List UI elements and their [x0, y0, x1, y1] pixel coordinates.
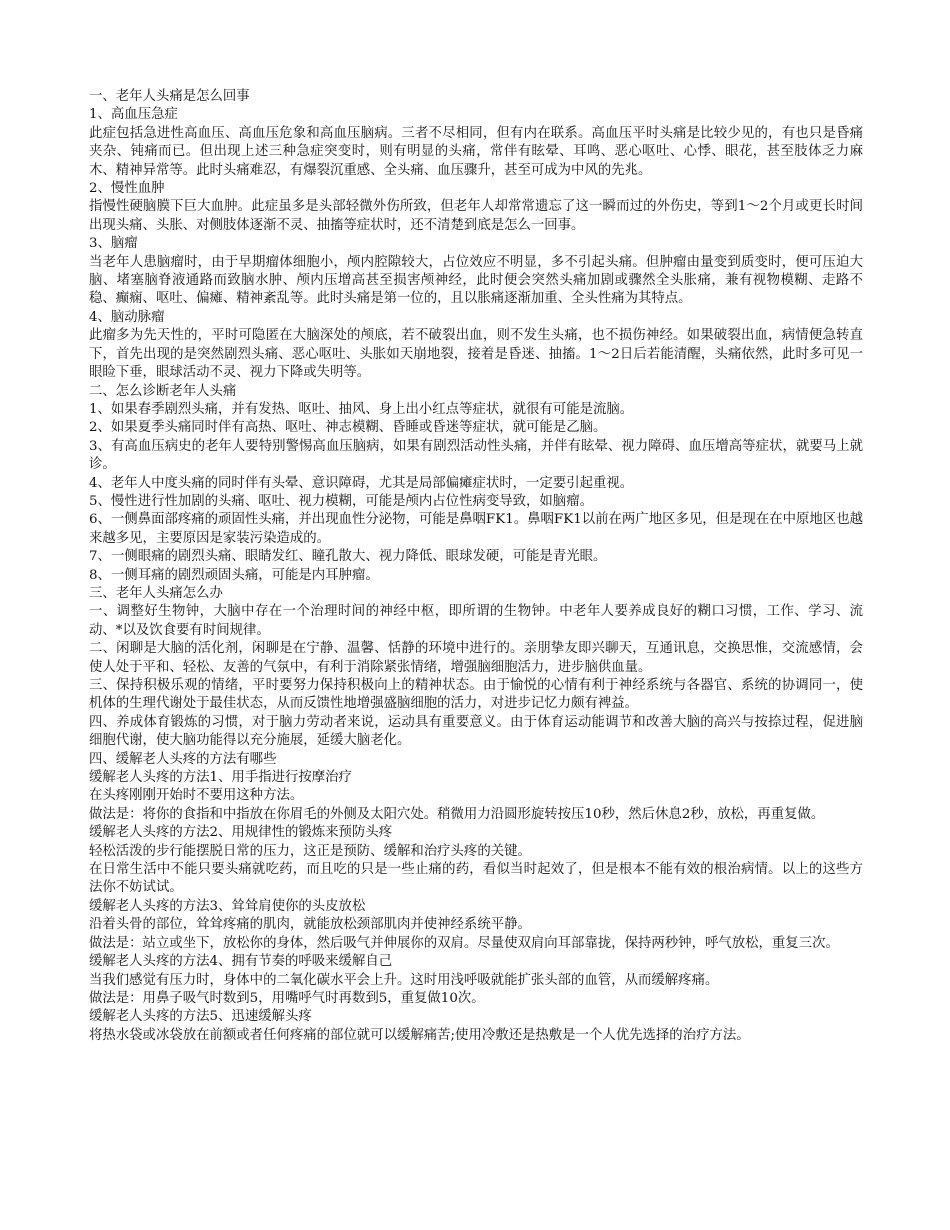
- document-paragraph: 轻松活泼的步行能摆脱日常的压力，这正是预防、缓解和治疗头疼的关键。: [89, 843, 531, 859]
- document-paragraph: 将热水袋或冰袋放在前额或者任何疼痛的部位就可以缓解痛苦;使用冷敷还是热敷是一个人优先选择的治疗方法。: [89, 1027, 750, 1043]
- document-paragraph: 在日常生活中不能只要头痛就吃药，而且吃的只是一些止痛的药，看似当时起效了，但是根本不能有效的根治病情。以上的这些方法你不妨试试。: [89, 862, 863, 896]
- document-paragraph: 二、闲聊是大脑的活化剂，闲聊是在宁静、温馨、恬静的环境中进行的。亲朋挚友即兴聊天，互通讯息，交换思惟，交流感情，会使人处于平和、轻松、友善的气氛中，有利于消除紧张情绪，增强脑细胞活力，进步脑供血量。: [89, 641, 863, 675]
- document-paragraph: 缓解老人头疼的方法3、耸耸肩使你的头皮放松: [89, 898, 366, 914]
- document-paragraph: 缓解老人头疼的方法5、迅速缓解头疼: [89, 1009, 312, 1025]
- document-paragraph: 四、缓解老人头疼的方法有哪些: [89, 751, 277, 767]
- document-paragraph: 在头疼刚刚开始时不要用这种方法。: [89, 788, 304, 804]
- document-paragraph: 当老年人患脑瘤时，由于早期瘤体细胞小，颅内腔隙较大，占位效应不明显，多不引起头痛。但肿瘤由量变到质变时，便可压迫大脑、堵塞脑脊液通路而致脑水肿、颅内压增高甚至损害颅神经，此时便会突然头痛加剧或骤然全头胀痛，兼有视物模糊、走路不稳、癫痫、呕吐、偏瘫、精神紊乱等。此时头痛是第一位的，且以胀痛逐渐加重、全头性痛为其特点。: [89, 254, 863, 307]
- document-paragraph: 三、保持积极乐观的情绪，平时要努力保持积极向上的精神状态。由于愉悦的心情有利于神经系统与各器官、系统的协调同一，使机体的生理代谢处于最佳状态，从而反馈性地增强盛脑细胞的活力，对进步记忆力颇有裨益。: [89, 678, 863, 712]
- document-paragraph: 沿着头骨的部位，耸耸疼痛的肌肉，就能放松颈部肌肉并使神经系统平静。: [89, 917, 531, 933]
- document-paragraph: 缓解老人头疼的方法1、用手指进行按摩治疗: [89, 770, 352, 786]
- document-paragraph: 做法是：用鼻子吸气时数到5，用嘴呼气时再数到5，重复做10次。: [89, 990, 485, 1006]
- document-paragraph: 6、一侧鼻面部疼痛的顽固性头痛，并出现血性分泌物，可能是鼻咽FK1。鼻咽FK1以前在两广地区多见，但是现在在中原地区也越来越多见，主要原因是家装污染造成的。: [89, 512, 863, 546]
- document-paragraph: 2、慢性血肿: [89, 181, 165, 197]
- document-paragraph: 缓解老人头疼的方法4、拥有节奏的呼吸来缓解自己: [89, 954, 393, 970]
- document-paragraph: 做法是：站立或坐下，放松你的身体，然后吸气并伸展你的双肩。尽量使双肩向耳部靠拢，保持两秒钟，呼气放松，重复三次。: [89, 935, 839, 951]
- document-paragraph: 3、有高血压病史的老年人要特别警惕高血压脑病，如果有剧烈活动性头痛，并伴有眩晕、视力障碍、血压增高等症状，就要马上就诊。: [89, 438, 863, 473]
- document-paragraph: 4、老年人中度头痛的同时伴有头晕、意识障碍，尤其是局部偏瘫症状时，一定要引起重视。: [89, 475, 634, 491]
- document-paragraph: 1、高血压急症: [89, 107, 178, 123]
- document-paragraph: 二、怎么诊断老年人头痛: [89, 383, 237, 399]
- document-paragraph: 1、如果春季剧烈头痛，并有发热、呕吐、抽风、身上出小红点等症状，就很有可能是流脑。: [89, 401, 634, 417]
- document-paragraph: 此瘤多为先天性的，平时可隐匿在大脑深处的颅底，若不破裂出血，则不发生头痛，也不损伤神经。如果破裂出血，病情便急转直下，首先出现的是突然剧烈头痛、恶心呕吐、头胀如天崩地裂，接着是昏迷、抽搐。1～2日后若能清醒，头痛依然，此时多可见一眼睑下垂，眼球活动不灵、视力下降或失明等。: [89, 328, 863, 381]
- document-paragraph: 缓解老人头疼的方法2、用规律性的锻炼来预防头疼: [89, 825, 393, 841]
- document-body: [89, 88, 863, 1045]
- document-paragraph: 5、慢性进行性加剧的头痛、呕吐、视力模糊，可能是颅内占位性病变导致，如脑瘤。: [89, 493, 593, 509]
- document-paragraph: 指慢性硬脑膜下巨大血肿。此症虽多是头部轻微外伤所致，但老年人却常常遗忘了这一瞬而过的外伤史，等到1～2个月或更长时间出现头痛、头胀、对侧肢体逐渐不灵、抽搐等症状时，还不清楚到底是怎么一回事。: [89, 199, 863, 233]
- document-paragraph: 此症包括急进性高血压、高血压危象和高血压脑病。三者不尽相同，但有内在联系。高血压平时头痛是比较少见的，有也只是昏痛夹杂、钝痛而已。但出现上述三种急症突变时，则有明显的头痛，常伴有眩晕、耳鸣、恶心呕吐、心悸、眼花，甚至肢体乏力麻木、精神异常等。此时头痛难忍，有爆裂沉重感、全头痛、血压骤升，甚至可成为中风的先兆。: [89, 125, 863, 178]
- document-paragraph: 7、一侧眼痛的剧烈头痛、眼睛发红、瞳孔散大、视力降低、眼球发硬，可能是青光眼。: [89, 549, 607, 565]
- document-paragraph: 3、脑瘤: [89, 236, 138, 252]
- document-paragraph: 三、老年人头痛怎么办: [89, 585, 223, 601]
- document-paragraph: 4、脑动脉瘤: [89, 309, 165, 325]
- document-paragraph: 2、如果夏季头痛同时伴有高热、呕吐、神志模糊、昏睡或昏迷等症状，就可能是乙脑。: [89, 420, 607, 436]
- document-paragraph: 一、老年人头痛是怎么回事: [89, 89, 250, 104]
- document-paragraph: 当我们感觉有压力时，身体中的二氧化碳水平会上升。这时用浅呼吸就能扩张头部的血管，从而缓解疼痛。: [89, 972, 719, 988]
- document-paragraph: 8、一侧耳痛的剧烈顽固头痛，可能是内耳肿瘤。: [89, 567, 379, 583]
- document-paragraph: 四、养成体育锻炼的习惯，对于脑力劳动者来说，运动具有重要意义。由于体育运动能调节和改善大脑的高兴与按捺过程，促进脑细胞代谢，使大脑功能得以充分施展，延缓大脑老化。: [89, 714, 863, 749]
- document-paragraph: 做法是：将你的食指和中指放在你眉毛的外侧及太阳穴处。稍微用力沿圆形旋转按压10秒，然后休息2秒，放松，再重复做。: [89, 806, 825, 822]
- document-paragraph: 一、调整好生物钟，大脑中存在一个治理时间的神经中枢，即所谓的生物钟。中老年人要养成良好的糊口习惯，工作、学习、流动、*以及饮食要有时间规律。: [89, 604, 863, 638]
